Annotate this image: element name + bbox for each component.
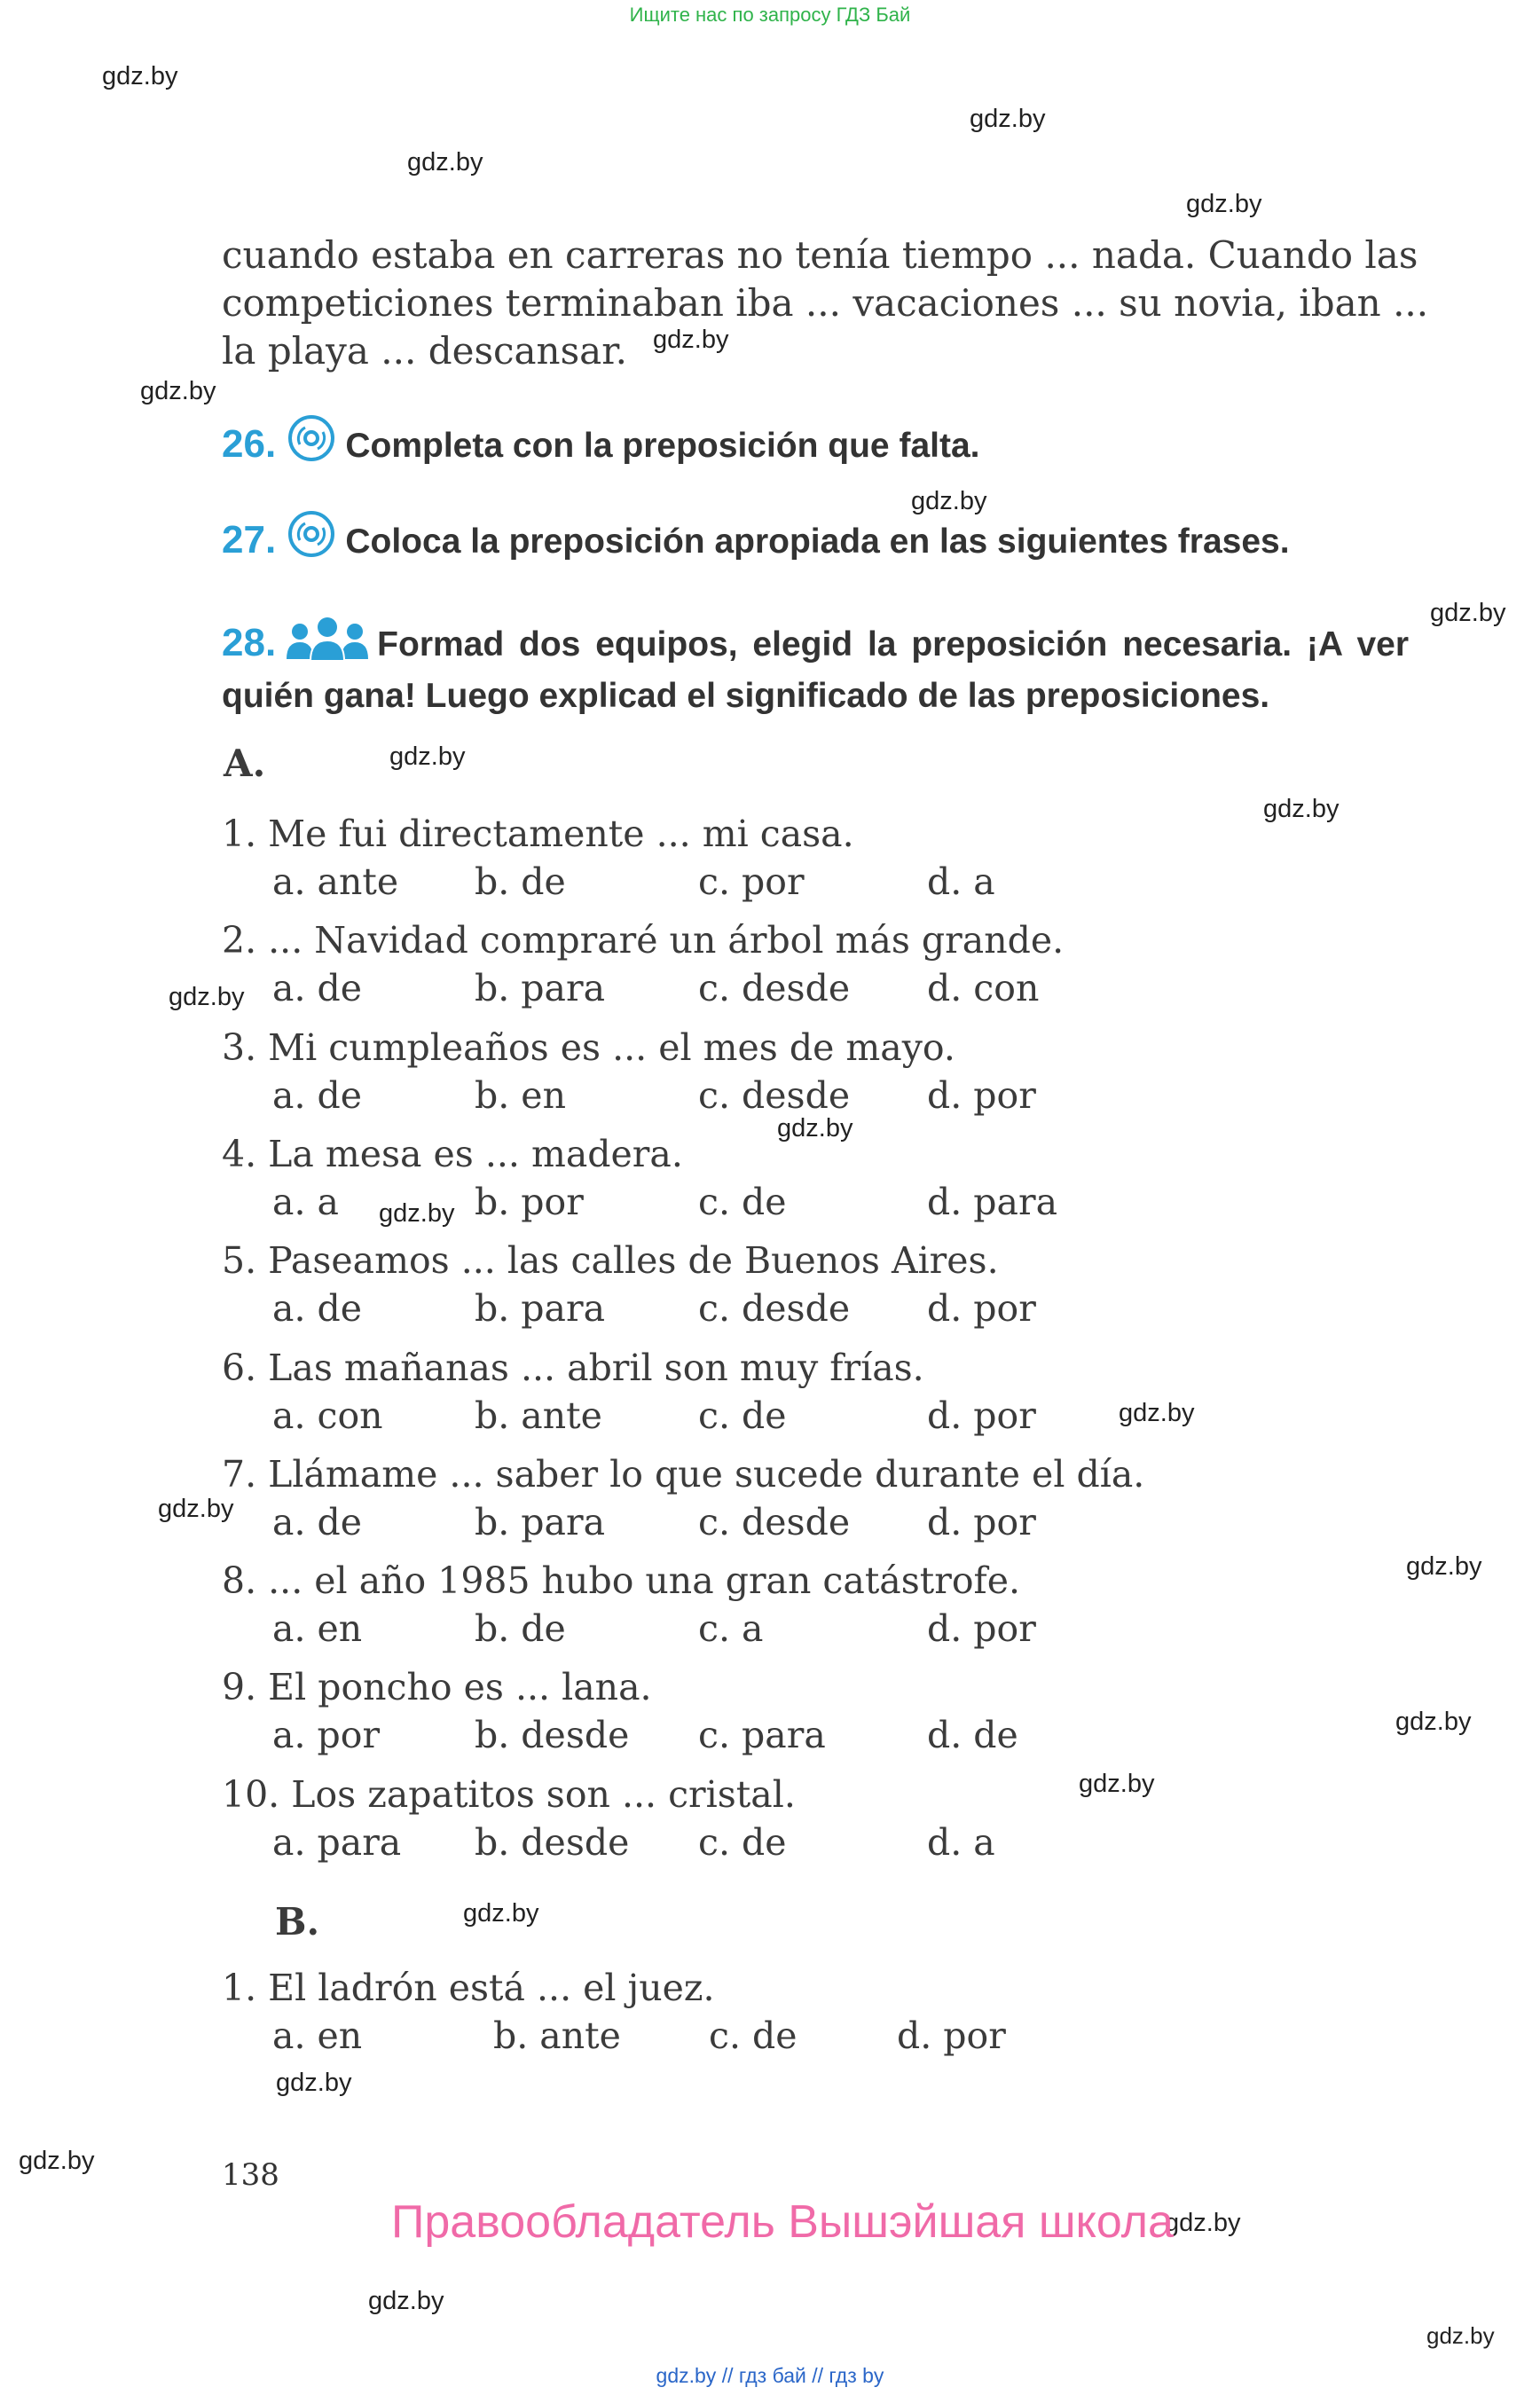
watermark: gdz.by — [1165, 2209, 1241, 2237]
answer-option: b. desde — [475, 1714, 630, 1757]
answer-option: a. en — [272, 2014, 363, 2057]
audio-disc-icon — [287, 414, 335, 466]
answer-option: c. a — [698, 1607, 764, 1651]
watermark: gdz.by — [1119, 1399, 1195, 1427]
answer-option: c. desde — [698, 967, 851, 1010]
answer-option: d. para — [927, 1180, 1058, 1223]
watermark: gdz.by — [389, 742, 466, 771]
watermark: gdz.by — [368, 2287, 444, 2315]
question-text: 8. ... el año 1985 hubo una gran catástrofe. — [222, 1559, 1021, 1603]
watermark: gdz.by — [1395, 1708, 1472, 1736]
answer-option: b. desde — [475, 1820, 630, 1864]
watermark: gdz.by — [1406, 1552, 1482, 1581]
answer-option: c. para — [698, 1714, 826, 1757]
answer-option: a. ante — [272, 860, 399, 903]
answer-option: d. de — [927, 1714, 1018, 1757]
answer-option: d. con — [927, 967, 1040, 1010]
question-text: 5. Paseamos ... las calles de Buenos Aires. — [222, 1239, 999, 1283]
question-text: 3. Mi cumpleaños es ... el mes de mayo. — [222, 1025, 955, 1069]
watermark: gdz.by — [911, 487, 987, 515]
copyright-notice: Правообладатель Вышэйшая школа — [391, 2196, 1174, 2248]
watermark: gdz.by — [463, 1899, 539, 1928]
answer-option: c. de — [698, 1180, 787, 1223]
answer-option: c. desde — [698, 1287, 851, 1331]
watermark: gdz.by — [1426, 2322, 1495, 2349]
question-text: 10. Los zapatitos son ... cristal. — [222, 1772, 796, 1816]
watermark: gdz.by — [19, 2147, 95, 2175]
answer-option: a. por — [272, 1714, 381, 1757]
exercise-instruction: Completa con la preposición que falta. — [345, 427, 980, 465]
paragraph-line: la playa ... descansar. — [222, 329, 628, 373]
watermark: gdz.by — [102, 62, 178, 90]
paragraph-line: competiciones terminaban iba ... vacaciones ... su novia, iban ... — [222, 281, 1429, 325]
answer-option: d. por — [897, 2014, 1006, 2057]
answer-option: a. a — [272, 1180, 339, 1223]
watermark: gdz.by — [140, 377, 216, 405]
answer-option: b. ante — [493, 2014, 621, 2057]
answer-option: b. para — [475, 1500, 606, 1543]
answer-option: a. de — [272, 967, 363, 1010]
answer-option: b. por — [475, 1180, 584, 1223]
answer-option: d. por — [927, 1394, 1036, 1437]
page-number: 138 — [222, 2157, 279, 2193]
answer-option: d. por — [927, 1287, 1036, 1331]
watermark: gdz.by — [1430, 599, 1506, 627]
section-label-b: B. — [275, 1900, 320, 1944]
question-text: 9. El poncho es ... lana. — [222, 1666, 652, 1709]
footer-links[interactable]: gdz.by // гдз бай // гдз by — [656, 2364, 884, 2387]
question-text: 1. Me fui directamente ... mi casa. — [222, 813, 854, 855]
exercise-28 — [222, 616, 1409, 719]
answer-option: d. a — [927, 860, 995, 903]
answer-option: c. de — [709, 2014, 798, 2057]
exercise-number: 28. — [222, 621, 277, 664]
exercise-27 — [222, 510, 1290, 562]
exercise-instruction: Coloca la preposición apropiada en las siguientes frases. — [345, 522, 1290, 561]
watermark: gdz.by — [777, 1114, 853, 1143]
answer-option: b. para — [475, 967, 606, 1010]
question-text: 2. ... Navidad compraré un árbol más grande. — [222, 919, 1065, 962]
exercise-number: 26. — [222, 422, 277, 466]
top-banner: Ищите нас по запросу ГДЗ Бай — [629, 4, 911, 26]
watermark: gdz.by — [653, 326, 729, 354]
paragraph-line: cuando estaba en carreras no tenía tiempo ... nada. Cuando las — [222, 233, 1418, 277]
audio-disc-icon — [287, 510, 335, 561]
watermark: gdz.by — [1186, 190, 1262, 218]
question-text: 7. Llámame ... saber lo que sucede durante el día. — [222, 1452, 1145, 1496]
watermark: gdz.by — [1079, 1770, 1155, 1798]
group-work-icon — [283, 616, 372, 673]
answer-option: b. de — [475, 860, 566, 903]
answer-option: a. con — [272, 1394, 383, 1437]
watermark: gdz.by — [407, 148, 483, 177]
answer-option: c. de — [698, 1394, 787, 1437]
question-text: 6. Las mañanas ... abril son muy frías. — [222, 1346, 924, 1389]
section-label-a: A. — [224, 742, 266, 785]
answer-option: d. por — [927, 1073, 1036, 1117]
exercise-instruction: Formad dos equipos, elegid la preposición necesaria. ¡A ver quién gana! Luego explicad el significado de las preposiciones. — [222, 625, 1409, 715]
question-text: 4. La mesa es ... madera. — [222, 1132, 683, 1175]
watermark: gdz.by — [158, 1495, 234, 1523]
answer-option: b. ante — [475, 1394, 602, 1437]
answer-option: c. desde — [698, 1500, 851, 1543]
question-text: 1. El ladrón está ... el juez. — [222, 1967, 715, 2009]
watermark: gdz.by — [1263, 795, 1340, 823]
answer-option: d. a — [927, 1820, 995, 1864]
watermark: gdz.by — [276, 2069, 352, 2097]
exercise-26 — [222, 414, 979, 467]
answer-option: a. de — [272, 1073, 363, 1117]
answer-option: a. en — [272, 1607, 363, 1651]
answer-option: a. para — [272, 1820, 402, 1864]
watermark: gdz.by — [169, 983, 245, 1011]
answer-option: c. desde — [698, 1073, 851, 1117]
answer-option: c. de — [698, 1820, 787, 1864]
answer-option: b. para — [475, 1287, 606, 1331]
answer-option: d. por — [927, 1607, 1036, 1651]
exercise-number: 27. — [222, 518, 277, 561]
answer-option: a. de — [272, 1500, 363, 1543]
answer-option: b. de — [475, 1607, 566, 1651]
answer-option: a. de — [272, 1287, 363, 1331]
watermark: gdz.by — [970, 105, 1046, 133]
watermark: gdz.by — [379, 1199, 455, 1228]
answer-option: d. por — [927, 1500, 1036, 1543]
answer-option: c. por — [698, 860, 805, 903]
answer-option: b. en — [475, 1073, 566, 1117]
